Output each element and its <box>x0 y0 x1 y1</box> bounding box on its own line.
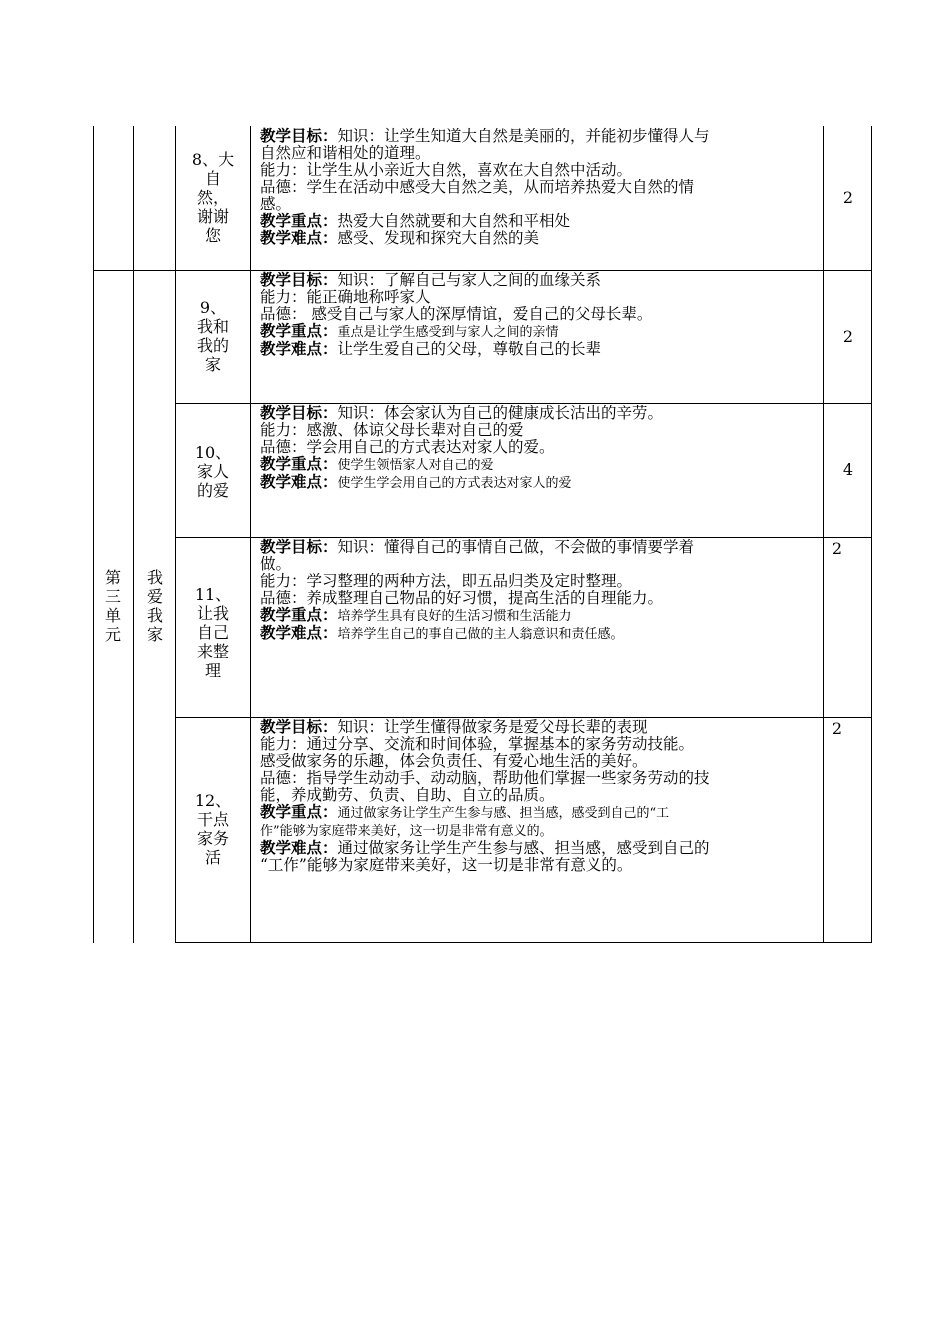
content-line <box>260 719 822 736</box>
lesson-hours: 2 <box>842 326 854 346</box>
lesson-content <box>260 539 822 643</box>
content-text: 重点是让学生感受到与家人之间的亲情 <box>337 325 559 340</box>
content-text: 通过做家务让学生产生参与感、担当感，感受到自己的 <box>337 839 710 857</box>
content-heading: 教学难点： <box>260 624 338 642</box>
lesson-title-line: 活 <box>204 848 221 867</box>
lesson-title-line: 干点 <box>196 810 229 829</box>
content-text: 使学生领悟家人对自己的爱 <box>337 458 494 473</box>
lesson-title-line: 10、 <box>194 443 232 462</box>
lesson-hours: 2 <box>831 539 843 558</box>
content-line <box>260 145 822 162</box>
table-border-left <box>93 126 94 943</box>
content-line <box>260 179 822 196</box>
content-text: 能力：感激、体谅父母长辈对自己的爱 <box>260 421 524 439</box>
content-heading: 教学难点： <box>260 229 338 247</box>
content-line <box>260 213 822 230</box>
content-text: 知识：体会家认为自己的健康成长沽出的辛劳。 <box>337 404 664 422</box>
lesson-title-line: 家务 <box>196 829 229 848</box>
lesson-content <box>260 719 822 874</box>
lesson-hours: 2 <box>831 719 843 738</box>
lesson-title-line: 然， <box>196 188 229 207</box>
content-line <box>260 857 822 874</box>
lesson-title-line: 理 <box>204 661 221 680</box>
content-line <box>260 128 822 145</box>
lesson-title <box>176 298 250 374</box>
table-divider-lesson <box>250 126 251 943</box>
lesson-title <box>176 791 250 867</box>
content-line <box>260 787 822 804</box>
content-heading: 教学重点： <box>260 212 338 230</box>
content-line <box>260 405 822 422</box>
content-text: “工作”能够为家庭带来美好，这一切是非常有意义的。 <box>260 856 633 874</box>
content-line <box>260 753 822 770</box>
lesson-content <box>260 405 822 492</box>
lesson-title-line: 12、 <box>194 791 232 810</box>
content-line <box>260 474 822 492</box>
content-line <box>260 770 822 787</box>
content-text: 品德：指导学生动动手、动动脑，帮助他们掌握一些家务劳动的技 <box>260 769 710 787</box>
content-line <box>260 539 822 556</box>
lesson-title-line: 我的 <box>196 336 229 355</box>
lesson-title-line: 自己 <box>196 623 229 642</box>
lesson-hours: 4 <box>842 460 854 479</box>
unit-label: 第 三 单 元 <box>104 568 121 644</box>
content-text: 做。 <box>260 555 292 573</box>
lesson-title-line: 11、 <box>194 585 232 604</box>
content-text: 品德：学会用自己的方式表达对家人的爱。 <box>260 438 555 456</box>
content-text: 自然应和谐相处的道理。 <box>260 144 431 162</box>
table-border-right <box>871 126 872 943</box>
unit-theme: 我 爱 我 家 <box>146 568 163 644</box>
content-text: 知识：懂得自己的事情自己做，不会做的事情要学着 <box>337 538 695 556</box>
content-text: 感受、发现和探究大自然的美 <box>337 229 540 247</box>
lesson-title-line: 让我 <box>196 604 229 623</box>
content-text: 作”能够为家庭带来美好，这一切是非常有意义的。 <box>260 824 553 839</box>
content-line <box>260 341 822 358</box>
lesson-content <box>260 128 822 247</box>
content-line <box>260 625 822 643</box>
content-line <box>260 573 822 590</box>
content-text: 热爱大自然就要和大自然和平相处 <box>337 212 571 230</box>
content-line <box>260 162 822 179</box>
content-heading: 教学重点： <box>260 455 338 473</box>
content-line <box>260 736 822 753</box>
lesson-title <box>176 443 250 500</box>
content-line <box>260 323 822 341</box>
lesson-title-line: 家人 <box>196 462 229 481</box>
content-heading: 教学目标： <box>260 127 338 145</box>
content-text: 品德：学生在活动中感受大自然之美，从而培养热爱大自然的情 <box>260 178 695 196</box>
content-line <box>260 607 822 625</box>
content-line <box>260 822 822 840</box>
content-text: 让学生爱自己的父母，尊敬自己的长辈 <box>337 340 602 358</box>
lesson-content <box>260 272 822 358</box>
lesson-title-line: 您 <box>204 226 221 245</box>
content-text: 能力：学习整理的两种方法，即五品归类及定时整理。 <box>260 572 633 590</box>
content-heading: 教学难点： <box>260 839 338 857</box>
content-line <box>260 804 822 822</box>
content-text: 能力：让学生从小亲近大自然，喜欢在大自然中活动。 <box>260 161 633 179</box>
lesson-title-line: 8、大 <box>191 150 235 169</box>
lesson-title-line: 我和 <box>196 317 229 336</box>
content-text: 感受做家务的乐趣，体会负责任、有爱心地生活的美好。 <box>260 752 648 770</box>
lesson-title-line: 9、 <box>199 298 227 317</box>
lesson-title-line: 自 <box>204 169 221 188</box>
content-text: 能力：通过分享、交流和时间体验，掌握基本的家务劳动技能。 <box>260 735 695 753</box>
content-line <box>260 422 822 439</box>
content-line <box>260 456 822 474</box>
content-heading: 教学重点： <box>260 322 338 340</box>
table-border-bottom <box>175 942 872 943</box>
content-heading: 教学难点： <box>260 473 338 491</box>
content-line <box>260 439 822 456</box>
lesson-title-line: 来整 <box>196 642 229 661</box>
content-text: 知识：让学生知道大自然是美丽的，并能初步懂得人与 <box>337 127 710 145</box>
content-heading: 教学难点： <box>260 340 338 358</box>
table-divider-content <box>823 126 824 943</box>
lesson-title <box>176 150 250 245</box>
content-text: 培养学生具有良好的生活习惯和生活能力 <box>337 609 572 624</box>
content-line <box>260 306 822 323</box>
content-text: 知识：让学生懂得做家务是爱父母长辈的表现 <box>337 718 648 736</box>
lesson-title-line: 谢谢 <box>196 207 229 226</box>
content-line <box>260 196 822 213</box>
content-text: 感。 <box>260 195 292 213</box>
table-divider-unit <box>133 126 134 943</box>
content-text: 使学生学会用自己的方式表达对家人的爱 <box>337 476 572 491</box>
content-heading: 教学目标： <box>260 271 338 289</box>
content-heading: 教学重点： <box>260 606 338 624</box>
content-line <box>260 289 822 306</box>
content-heading: 教学目标： <box>260 404 338 422</box>
content-text: 能，养成勤劳、负责、自助、自立的品质。 <box>260 786 555 804</box>
lesson-title-line: 的爱 <box>196 481 229 500</box>
content-text: 知识：了解自己与家人之间的血缘关系 <box>337 271 602 289</box>
content-line <box>260 230 822 247</box>
content-line <box>260 556 822 573</box>
lesson-hours: 2 <box>842 188 854 207</box>
lesson-title-line: 家 <box>204 355 221 374</box>
lesson-title <box>176 585 250 680</box>
content-text: 通过做家务让学生产生参与感、担当感，感受到自己的“工 <box>337 806 670 821</box>
content-text: 能力：能正确地称呼家人 <box>260 288 431 306</box>
content-text: 培养学生自己的事自己做的主人翁意识和责任感。 <box>337 627 624 642</box>
content-heading: 教学重点： <box>260 803 338 821</box>
content-text: 品德：养成整理自己物品的好习惯，提高生活的自理能力。 <box>260 589 664 607</box>
content-line <box>260 590 822 607</box>
content-line <box>260 272 822 289</box>
content-heading: 教学目标： <box>260 538 338 556</box>
content-heading: 教学目标： <box>260 718 338 736</box>
content-line <box>260 840 822 857</box>
content-text: 品德： 感受自己与家人的深厚情谊，爱自己的父母长辈。 <box>260 305 653 323</box>
